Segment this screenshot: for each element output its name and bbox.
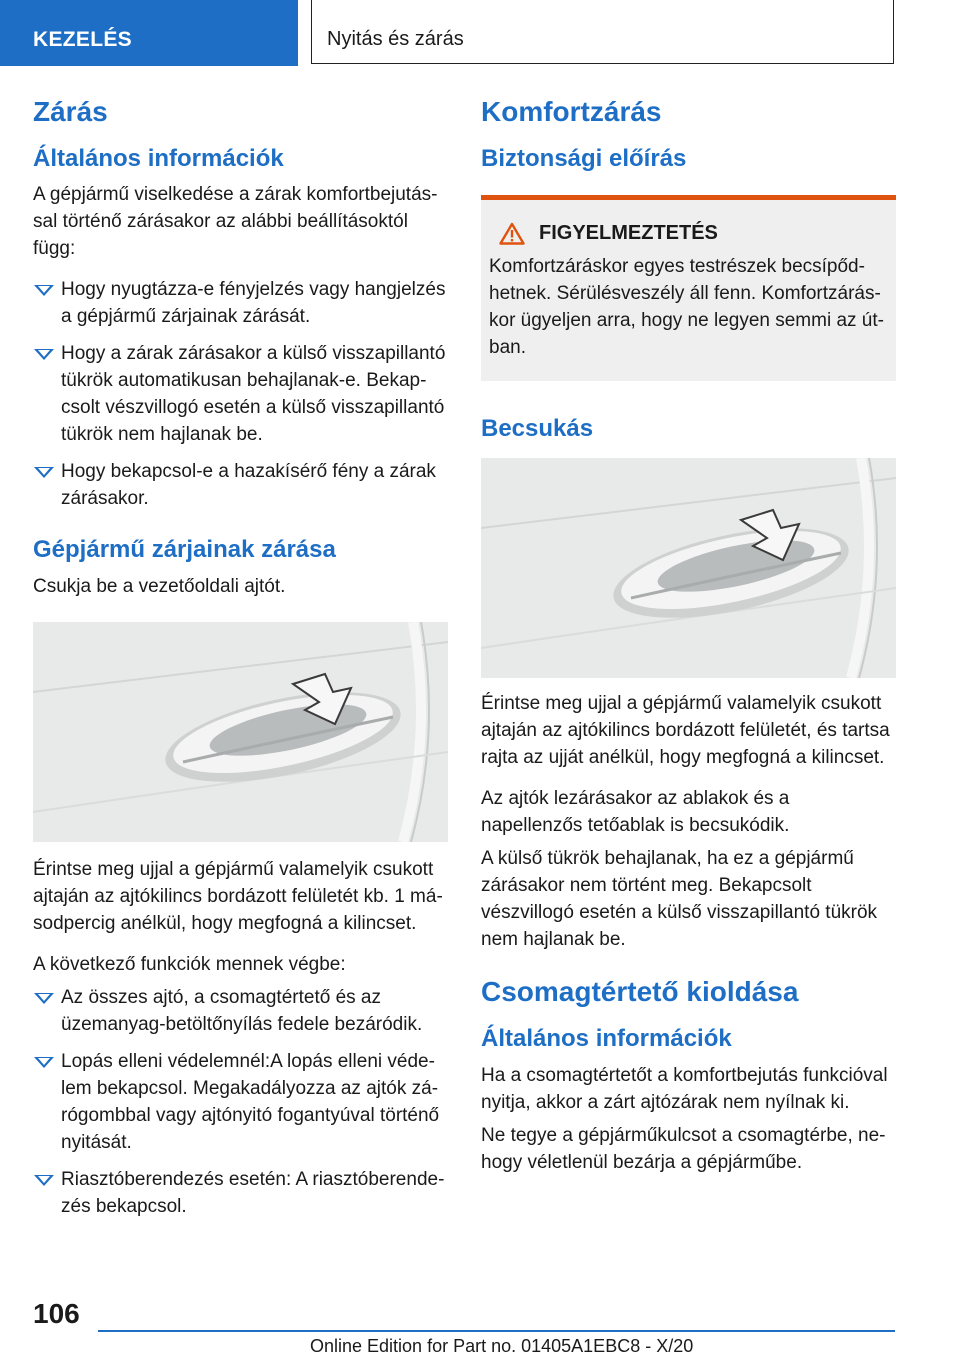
warning-triangle-icon	[499, 222, 525, 245]
warning-header	[489, 222, 888, 245]
chapter-title: Nyitás és zárás	[327, 28, 464, 50]
heading-vehicle-locking: Gépjármű zárjainak zárása	[33, 536, 336, 564]
section-tab	[0, 0, 298, 66]
trunk-paragraph-1: Ha a csomagtértetőt a komfortbejutás funkcióval nyitja, akkor a zárt ajtózárak nem nyílnak ki.	[481, 1064, 888, 1113]
list-item: Lopás elleni védelemnél:A lopás elleni védelem bekapcsol. Megakadályozza az ajtók zárógombbal vagy ajtónyitó fogantyúval történő nyitását.	[33, 1048, 448, 1156]
list-item: Hogy nyugtázza-e fényjelzés vagy hangjelzés a gépjármű zárjainak zárását.	[33, 276, 448, 330]
door-handle-illustration	[481, 458, 896, 678]
closing-paragraph-3: A külső tükrök behajlanak, ha ez a gépjármű zárásakor nem történt meg. Bekapcsolt vészvillogó esetén a külső visszapillantó tükrök nem hajlanak be.	[481, 848, 878, 951]
heading-closing-windows: Becsukás	[481, 415, 594, 443]
door-handle-illustration	[33, 622, 448, 842]
bullet-triangle-icon	[34, 467, 54, 478]
footer-divider	[98, 1330, 895, 1332]
functions-intro: A következő funkciók mennek végbe:	[33, 954, 346, 976]
list-item: Hogy bekapcsol-e a hazakísérő fény a zárak zárásakor.	[33, 458, 448, 512]
bullet-triangle-icon	[34, 1175, 54, 1186]
left-column	[33, 95, 448, 1244]
functions-list	[33, 984, 448, 1220]
warning-text: Komfortzáráskor egyes testrészek becsípődhetnek. Sérülésveszély áll fenn. Komfortzáráskor ügyeljen arra, hogy ne legyen semmi az útban.	[489, 256, 884, 359]
heading-safety: Biztonsági előírás	[481, 144, 687, 172]
heading-comfort-closing: Komfortzárás	[481, 96, 662, 127]
bullet-triangle-icon	[34, 349, 54, 360]
intro-paragraph: A gépjármű viselkedése a zárak komfortbejutással történő zárásakor az alábbi beállításoktól függ:	[33, 184, 438, 260]
warning-box	[481, 195, 896, 381]
bullet-triangle-icon	[34, 1057, 54, 1068]
edition-text: Online Edition for Part no. 01405A1EBC8 - X/20	[310, 1336, 694, 1356]
closing-paragraph-1: Érintse meg ujjal a gépjármű valamelyik csukott ajtaján az ajtókilincs bordázott felületét, és tartsa rajta az ujját anélkül, hogy megfogná a kilincset.	[481, 693, 890, 769]
touch-instruction: Érintse meg ujjal a gépjármű valamelyik csukott ajtaján az ajtókilincs bordázott felületét kb. 1 másodpercig anélkül, hogy megfogná a kilincset.	[33, 859, 443, 935]
heading-trunk-release: Csomagtértető kioldása	[481, 976, 799, 1008]
bullet-triangle-icon	[34, 285, 54, 296]
heading-closing: Zárás	[33, 96, 108, 127]
chapter-header	[311, 0, 894, 64]
locking-instruction: Csukja be a vezetőoldali ajtót.	[33, 576, 286, 598]
trunk-paragraph-2: Ne tegye a gépjárműkulcsot a csomagtérbe, nehogy véletlenül bezárja a gépjárműbe.	[481, 1124, 886, 1173]
bullet-triangle-icon	[34, 993, 54, 1004]
right-column	[481, 95, 896, 1190]
list-item: Az összes ajtó, a csomagtértető és az üzemanyag-betöltőnyílás fedele bezáródik.	[33, 984, 448, 1038]
page-number: 106	[33, 1298, 80, 1329]
section-label: KEZELÉS	[33, 28, 132, 51]
warning-title: FIGYELMEZTETÉS	[539, 222, 718, 245]
heading-trunk-general-info: Általános információk	[481, 1024, 732, 1052]
heading-general-info: Általános információk	[33, 144, 284, 172]
settings-list	[33, 276, 448, 512]
list-item: Riasztóberendezés esetén: A riasztóberendezés bekapcsol.	[33, 1166, 448, 1220]
list-item: Hogy a zárak zárásakor a külső visszapillantó tükrök automatikusan behajlanak-e. Bekapcsolt vészvillogó esetén a külső visszapillantó tükrök nem hajlanak be.	[33, 340, 448, 448]
closing-paragraph-2: Az ajtók lezárásakor az ablakok és a napellenzős tetőablak is becsukódik.	[481, 788, 790, 837]
